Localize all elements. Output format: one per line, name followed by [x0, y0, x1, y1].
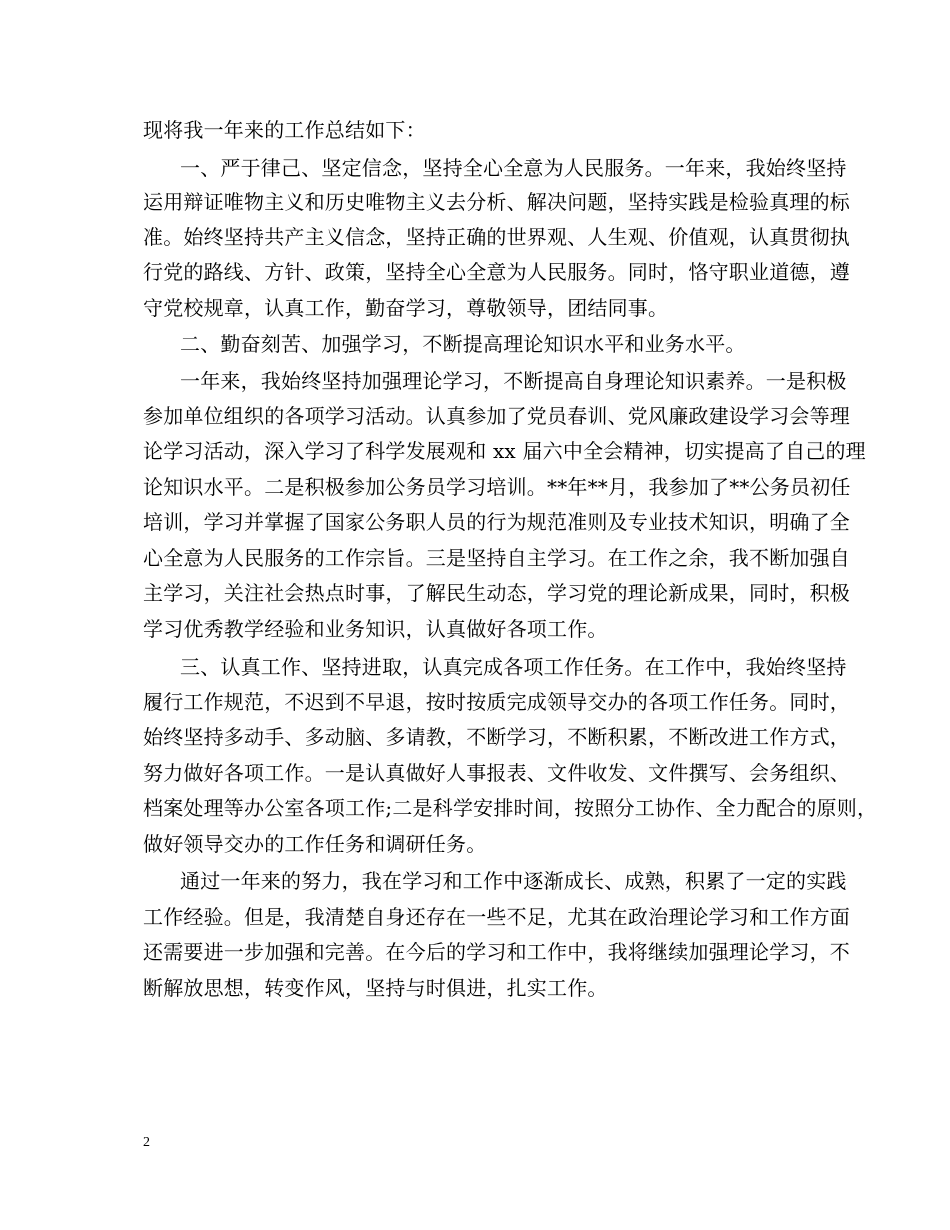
- text-line: 断解放思想，转变作风，坚持与时俱进，扎实工作。: [143, 976, 608, 1000]
- text-line: 履行工作规范，不迟到不早退，按时按质完成领导交办的各项工作任务。同时，: [143, 690, 850, 714]
- text-line: 工作经验。但是，我清楚自身还存在一些不足，尤其在政治理论学习和工作方面: [143, 905, 850, 929]
- text-line: 通过一年来的努力，我在学习和工作中逐渐成长、成熟，积累了一定的实践: [180, 869, 847, 893]
- text-line: 还需要进一步加强和完善。在今后的学习和工作中，我将继续加强理论学习，不: [143, 940, 850, 964]
- text-line: 论学习活动，深入学习了科学发展观和 xx 届六中全会精神，切实提高了自己的理: [143, 439, 866, 463]
- text-line: 一年来，我始终坚持加强理论学习，不断提高自身理论知识素养。一是积极: [180, 369, 847, 393]
- text-line: 心全意为人民服务的工作宗旨。三是坚持自主学习。在工作之余，我不断加强自: [143, 546, 850, 570]
- text-line: 参加单位组织的各项学习活动。认真参加了党员春训、党风廉政建设学习会等理: [143, 404, 850, 428]
- text-line: 一、严于律己、坚定信念，坚持全心全意为人民服务。一年来，我始终坚持: [180, 156, 847, 180]
- text-line: 论知识水平。二是积极参加公务员学习培训。**年**月，我参加了**公务员初任: [143, 475, 851, 499]
- text-line: 努力做好各项工作。一是认真做好人事报表、文件收发、文件撰写、会务组织、: [143, 761, 850, 785]
- text-line: 做好领导交办的工作任务和调研任务。: [143, 832, 487, 856]
- page-number: 2: [143, 1135, 150, 1150]
- text-line: 二、勤奋刻苦、加强学习，不断提高理论知识水平和业务水平。: [180, 332, 746, 356]
- text-line: 三、认真工作、坚持进取，认真完成各项工作任务。在工作中，我始终坚持: [180, 655, 847, 679]
- text-line: 主学习，关注社会热点时事，了解民生动态，学习党的理论新成果，同时，积极: [143, 581, 850, 605]
- text-line: 培训，学习并掌握了国家公务职人员的行为规范准则及专业技术知识，明确了全: [143, 510, 850, 534]
- text-line: 现将我一年来的工作总结如下：: [143, 118, 426, 142]
- text-line: 档案处理等办公室各项工作;二是科学安排时间，按照分工协作、全力配合的原则，: [143, 796, 878, 820]
- text-line: 行党的路线、方针、政策，坚持全心全意为人民服务。同时，恪守职业道德，遵: [143, 260, 850, 284]
- text-line: 始终坚持多动手、多动脑、多请教，不断学习，不断积累，不断改进工作方式，: [143, 725, 850, 749]
- text-line: 准。始终坚持共产主义信念，坚持正确的世界观、人生观、价值观，认真贯彻执: [143, 225, 850, 249]
- text-line: 守党校规章，认真工作，勤奋学习，尊敬领导，团结同事。: [143, 296, 669, 320]
- text-line: 学习优秀教学经验和业务知识，认真做好各项工作。: [143, 617, 608, 641]
- text-line: 运用辩证唯物主义和历史唯物主义去分析、解决问题，坚持实践是检验真理的标: [143, 190, 850, 214]
